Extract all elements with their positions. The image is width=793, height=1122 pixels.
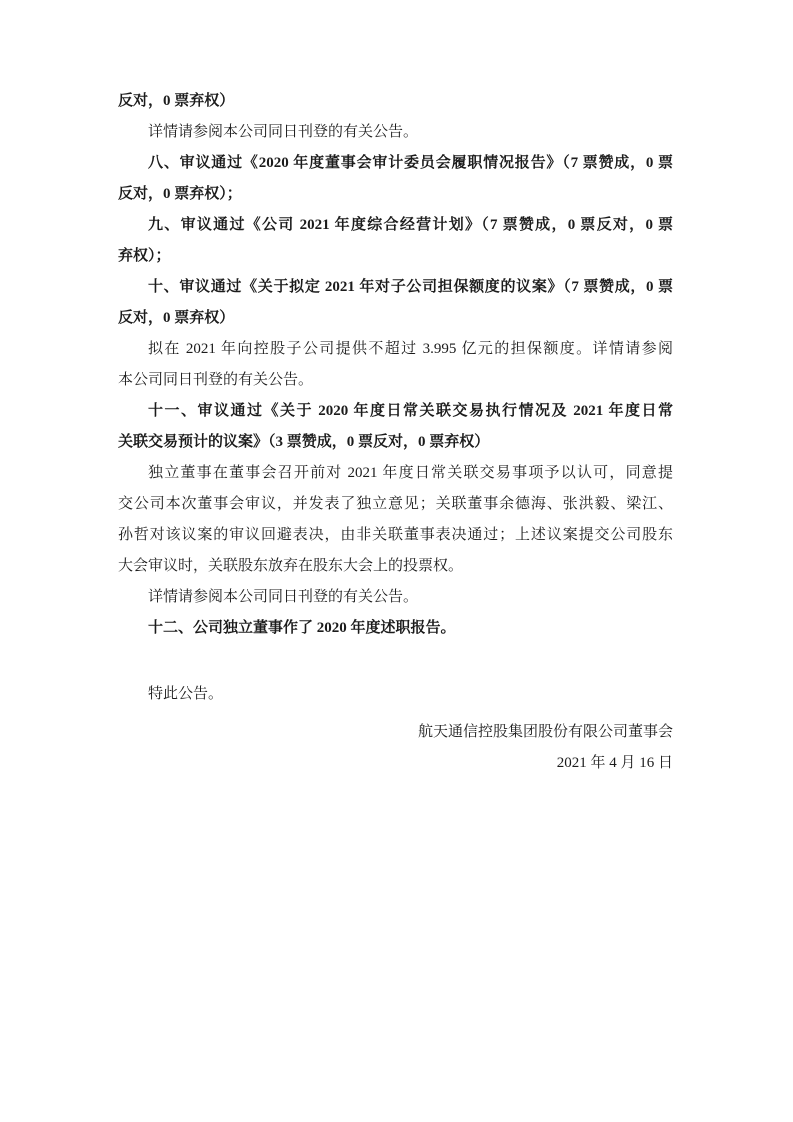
- item9-heading-tail: 弃权）；: [118, 248, 171, 264]
- item11-heading: 十一、审议通过《关于 2020 年度日常关联交易执行情况及 2021 年度日常: [148, 403, 673, 419]
- item10-paragraph: 拟在 2021 年向控股子公司提供不超过 3.995 亿元的担保额度。详情请参阅: [148, 341, 673, 357]
- signature-date: 2021 年 4 月 16 日: [556, 755, 673, 771]
- item10-paragraph-tail: 本公司同日刊登的有关公告。: [118, 372, 314, 388]
- item10-heading: 十、审议通过《关于拟定 2021 年对子公司担保额度的议案》（7 票赞成，0 票: [148, 279, 673, 295]
- item7-detail-note: 详情请参阅本公司同日刊登的有关公告。: [148, 124, 419, 140]
- item11-paragraph-line: 孙哲对该议案的审议回避表决，由非关联董事表决通过；上述议案提交公司股东: [118, 527, 673, 543]
- item10-heading-tail: 反对，0 票弃权）: [118, 310, 235, 326]
- signature-company: 航天通信控股集团股份有限公司董事会: [417, 724, 673, 740]
- item12-heading: 十二、公司独立董事作了 2020 年度述职报告。: [148, 620, 456, 636]
- item11-detail-note: 详情请参阅本公司同日刊登的有关公告。: [148, 589, 419, 605]
- item7-vote-tail: 反对，0 票弃权）: [118, 93, 235, 109]
- item11-paragraph-tail: 大会审议时，关联股东放弃在股东大会上的投票权。: [118, 558, 464, 574]
- item11-paragraph-line: 交公司本次董事会审议，并发表了独立意见；关联董事余德海、张洪毅、梁江、: [118, 496, 673, 512]
- item8-heading: 八、审议通过《2020 年度董事会审计委员会履职情况报告》（7 票赞成，0 票: [148, 155, 673, 171]
- item8-heading-tail: 反对，0 票弃权）；: [118, 186, 242, 202]
- item9-heading: 九、审议通过《公司 2021 年度综合经营计划》（7 票赞成，0 票反对，0 票: [148, 217, 673, 233]
- item11-paragraph: 独立董事在董事会召开前对 2021 年度日常关联交易事项予以认可，同意提: [148, 465, 673, 481]
- blank-gap: [118, 644, 673, 679]
- item11-heading-tail: 关联交易预计的议案》（3 票赞成，0 票反对，0 票弃权）: [118, 434, 490, 450]
- closing-statement: 特此公告。: [148, 686, 224, 702]
